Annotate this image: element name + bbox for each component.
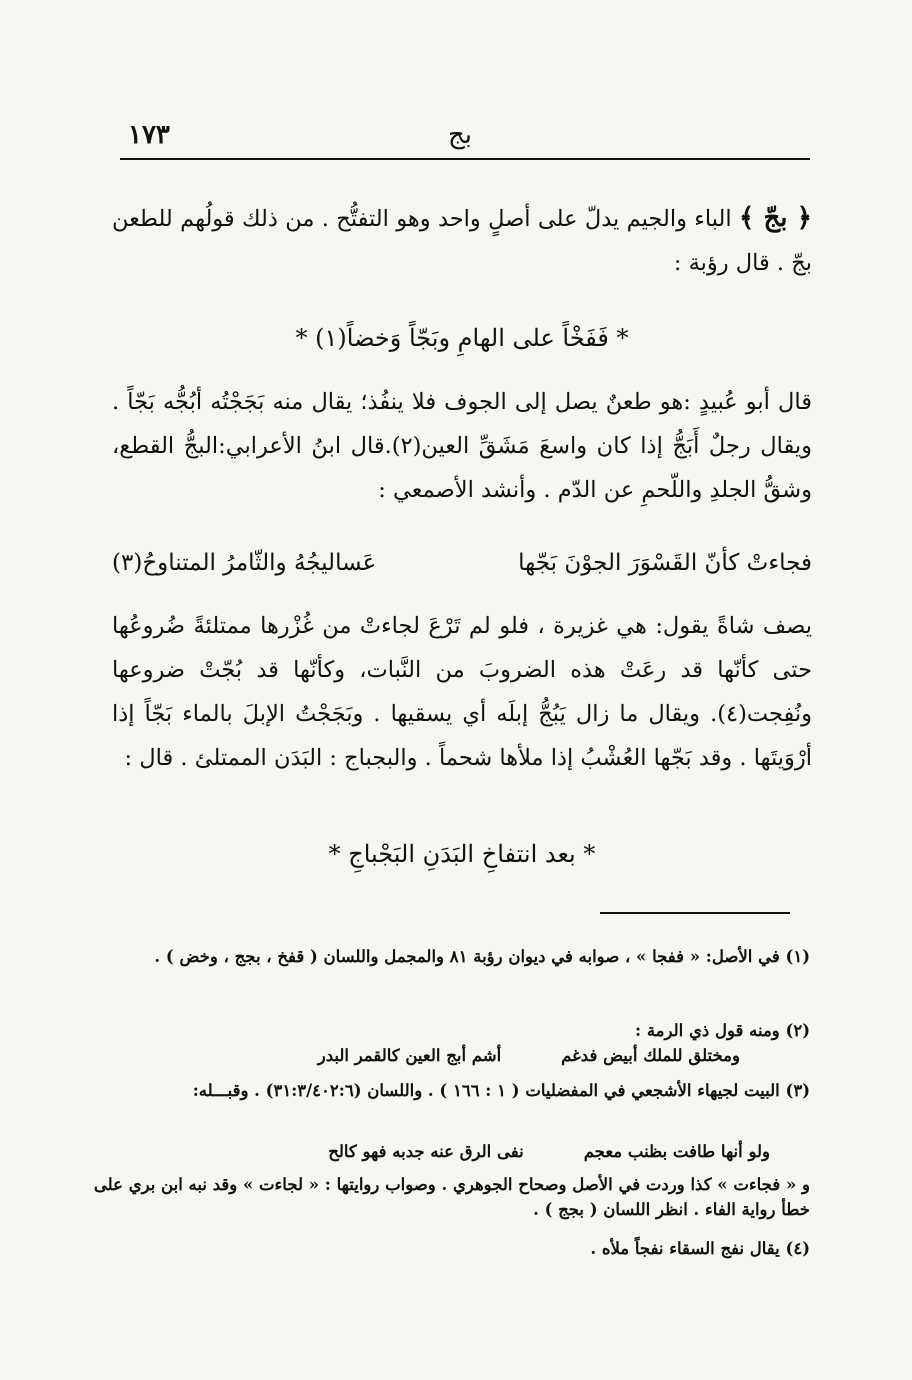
header-rule [120, 158, 810, 160]
verse-rajaz-2: * بعد انتفاخِ البَدَنِ البَجْباجِ * [328, 840, 596, 868]
couplet-second-hemistich: عَساليجُهُ والثّامرُ المتناوحُ(٣) [112, 550, 377, 576]
footnote-rule [600, 912, 790, 914]
footnote-2-verse-first: ومختلق للملك أبيض فدغم [561, 1046, 740, 1065]
footnote-3-verse-second: نفى الرق عنه جدبه فهو كالح [328, 1142, 524, 1161]
footnote-2: (٢) ومنه قول ذي الرمة : [634, 1021, 810, 1040]
entry-intro-paragraph [112, 196, 812, 285]
verse-couplet [112, 550, 812, 576]
footnote-3-verse [328, 1142, 770, 1161]
entry-paragraph-3: يصف شاةً يقول: هي غزيرة ، فلو لم تَرْعَ لجاءتْ من غُزْرها ممتلئةً ضُروعُها حتى كأنّها قد رعَتْ هذه الضروبَ من النَّبات، وكأنّها قد بُجّتْ ضروعها ونُفِجت(٤). ويقال ما زال يَبُجُّ إبلَه أي يسقيها . وبَجَجْتُ الإبلَ بالماء بَجّاً إذا أرْوَيتَها . وقد بَجّها العُشْبُ إذا ملأها شحماً . والبجباج : البَدَن الممتلئ . قال : [112, 613, 812, 771]
footnote-2-verse-second: أشم أبج العين كالقمر البدر [317, 1046, 502, 1065]
footnote-3-continuation: و « فجاءت » كذا وردت في الأصل وصحاح الجوهري . وصواب روايتها : « لجاءت » وقد نبه ابن بري على خطأ رواية الفاء . انظر اللسان ( بجج ) . [93, 1175, 810, 1219]
footnote-2-verse [318, 1046, 740, 1065]
entry-lemma: ﴿ بجّ ﴾ [739, 203, 813, 233]
couplet-first-hemistich: فجاءتْ كأنّ القَسْوَرَ الجوْنَ بَجّها [518, 550, 812, 576]
footnote-3-verse-first: ولو أنها طافت بظنب معجم [583, 1142, 770, 1161]
entry-header-title: بج [447, 120, 473, 150]
footnote-4: (٤) يقال نفج السقاء نفجاً ملأه . [590, 1239, 810, 1258]
entry-intro-text: الباء والجيم يدلّ على أصلٍ واحد وهو التفتُّح . من ذلك قولُهم للطعن بجّ . قال رؤبة : [112, 206, 812, 276]
footnote-3: (٣) البيت لجيهاء الأشجعي في المفضليات ( ١ : ١٦٦ ) . واللسان (٣١:٣/٤٠٢:٦) . وقبـــله: [192, 1081, 810, 1100]
verse-rajaz-1: * فَفَخْاً على الهامِ وبَجّاً وَخضاً(١) * [295, 324, 629, 352]
page-number: ١٧٣ [128, 120, 170, 150]
entry-paragraph-2: قال أبو عُبيدٍ :هو طعنٌ يصل إلى الجوف فلا ينفُذ؛ يقال منه بَجَجْتُه أبُجُّه بَجّاً . ويقال رجلٌ أَبَجُّ إذا كان واسعَ مَشَقِّ العين(٢).قال ابنُ الأعرابي:البجُّ القطع، وشقُّ الجلدِ واللّحمِ عن الدّم . وأنشد الأصمعي : [112, 389, 812, 503]
footnote-1: (١) في الأصل: « ففجا » ، صوابه في ديوان رؤبة ٨١ والمجمل واللسان ( قفخ ، بجج ، وخض ) . [154, 947, 810, 966]
